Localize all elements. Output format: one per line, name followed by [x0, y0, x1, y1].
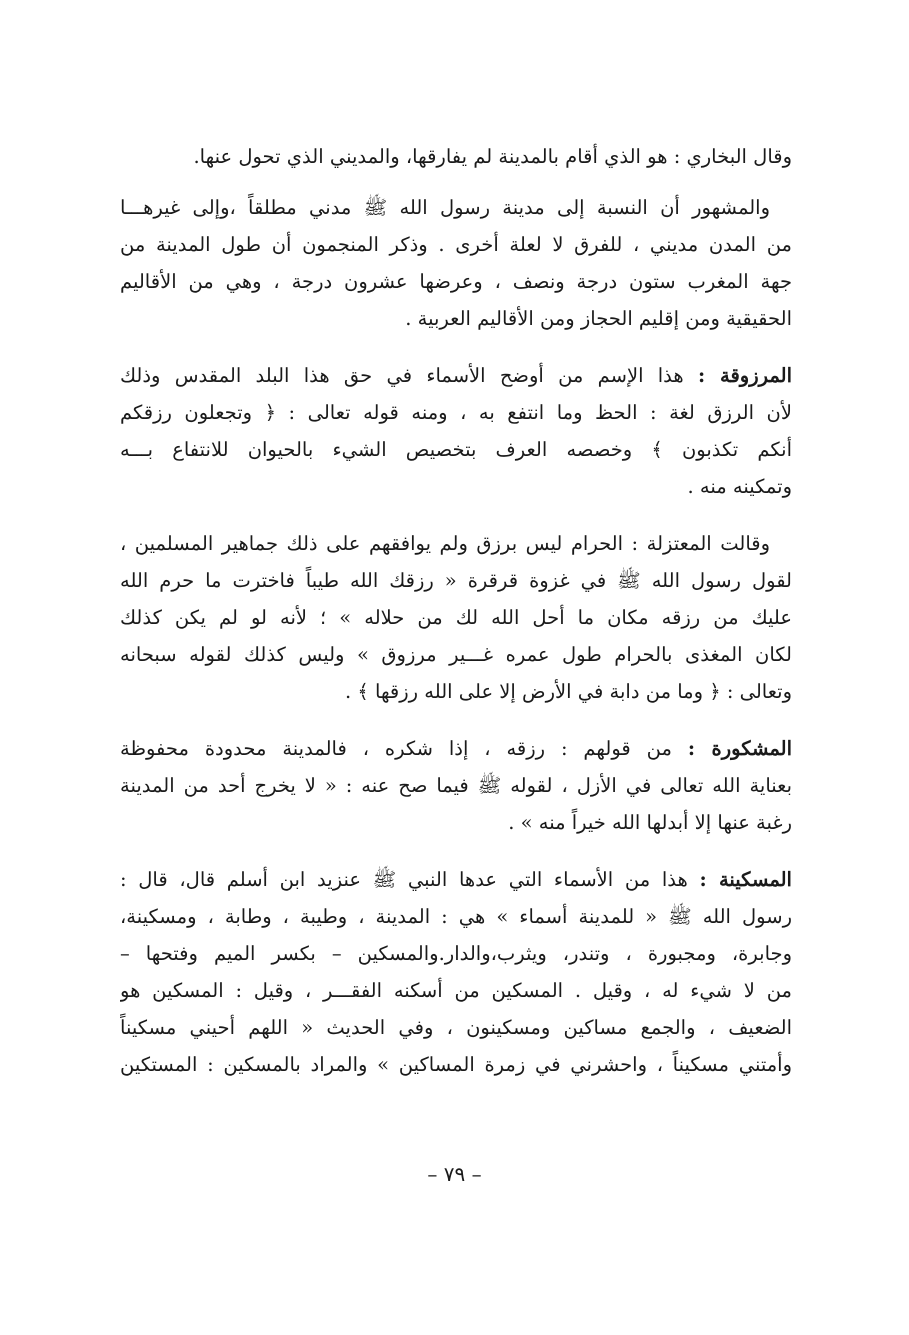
text-line: لقول رسول الله ﷺ في غزوة قرقرة « رزقك الله طيباً فاخترت ما حرم الله	[120, 569, 792, 592]
text-span: من قولهم : رزقه ، إذا شكره ، فالمدينة محدودة محفوظة	[120, 737, 688, 760]
text-line: وقالت المعتزلة : الحرام ليس برزق ولم يوافقهم على ذلك جماهير المسلمين ،	[120, 532, 770, 555]
paragraph-bukhari	[120, 138, 792, 175]
text-span: هذا الإسم من أوضح الأسماء في حق هذا البلد المقدس وذلك	[120, 364, 698, 387]
text-line: والمشهور أن النسبة إلى مدينة رسول الله ﷺ مدني مطلقاً ،وإلى غيرهـــا	[120, 196, 770, 219]
page-number: – ٧٩ –	[427, 1162, 482, 1186]
paragraph-miskina	[120, 861, 792, 1083]
paragraph-mashkura	[120, 730, 792, 841]
text-line: عليك من رزقه مكان ما أحل الله لك من حلاله » ؛ لأنه لو لم يكن كذلك	[120, 606, 792, 629]
paragraph-marzuqa	[120, 357, 792, 505]
text-span: هذا من الأسماء التي عدها النبي ﷺ عنزيد ابن أسلم قال، قال :	[120, 868, 700, 891]
section-heading-marzuqa: المرزوقة :	[697, 364, 792, 387]
text-line: الضعيف ، والجمع مساكين ومسكينون ، وفي الحديث « اللهم أحيني مسكيناً	[120, 1016, 792, 1039]
text-line	[120, 357, 792, 394]
text-line: أنكم تكذبون ﴾ وخصصه العرف بتخصيص الشيء بالحيوان للانتفاع بـــه	[120, 438, 792, 461]
text-line: وتمكينه منه .	[687, 475, 792, 498]
text-line	[120, 730, 792, 767]
text-line: لأن الرزق لغة : الحظ وما انتفع به ، ومنه قوله تعالى : ﴿ وتجعلون رزقكم	[120, 401, 792, 424]
paragraph-nisba	[120, 189, 792, 337]
text-line: رسول الله ﷺ « للمدينة أسماء » هي : المدينة ، وطيبة ، وطابة ، ومسكينة،	[120, 905, 792, 928]
text-line: وتعالى : ﴿ وما من دابة في الأرض إلا على الله رزقها ﴾ .	[344, 680, 792, 703]
text-block	[120, 138, 792, 1103]
text-line: وأمتني مسكيناً ، واحشرني في زمرة المساكين » والمراد بالمسكين : المستكين	[120, 1053, 792, 1076]
text-line: من المدن مديني ، للفرق لا لعلة أخرى . وذكر المنجمون أن طول المدينة من	[120, 233, 792, 256]
text-line: بعناية الله تعالى في الأزل ، لقوله ﷺ فيما صح عنه : « لا يخرج أحد من المدينة	[120, 774, 792, 797]
text-line	[120, 861, 792, 898]
text-line: وقال البخاري : هو الذي أقام بالمدينة لم يفارقها، والمديني الذي تحول عنها.	[193, 145, 792, 168]
section-heading-mashkura: المشكورة :	[687, 737, 792, 760]
section-heading-miskina: المسكينة :	[699, 868, 792, 891]
text-line: الحقيقية ومن إقليم الحجاز ومن الأقاليم العربية .	[405, 307, 792, 330]
paragraph-mutazila	[120, 525, 792, 710]
text-line: لكان المغذى بالحرام طول عمره غـــير مرزوق » وليس كذلك لقوله سبحانه	[120, 643, 792, 666]
text-line: جهة المغرب ستون درجة ونصف ، وعرضها عشرون درجة ، وهي من الأقاليم	[120, 270, 792, 293]
text-line: من لا شيء له ، وقيل . المسكين من أسكنه الفقـــر ، وقيل : المسكين هو	[120, 979, 792, 1002]
text-line: رغبة عنها إلا أبدلها الله خيراً منه » .	[508, 811, 792, 834]
text-line: وجابرة، ومجبورة ، وتندر، ويثرب،والدار.والمسكين – بكسر الميم وفتحها –	[120, 942, 792, 965]
